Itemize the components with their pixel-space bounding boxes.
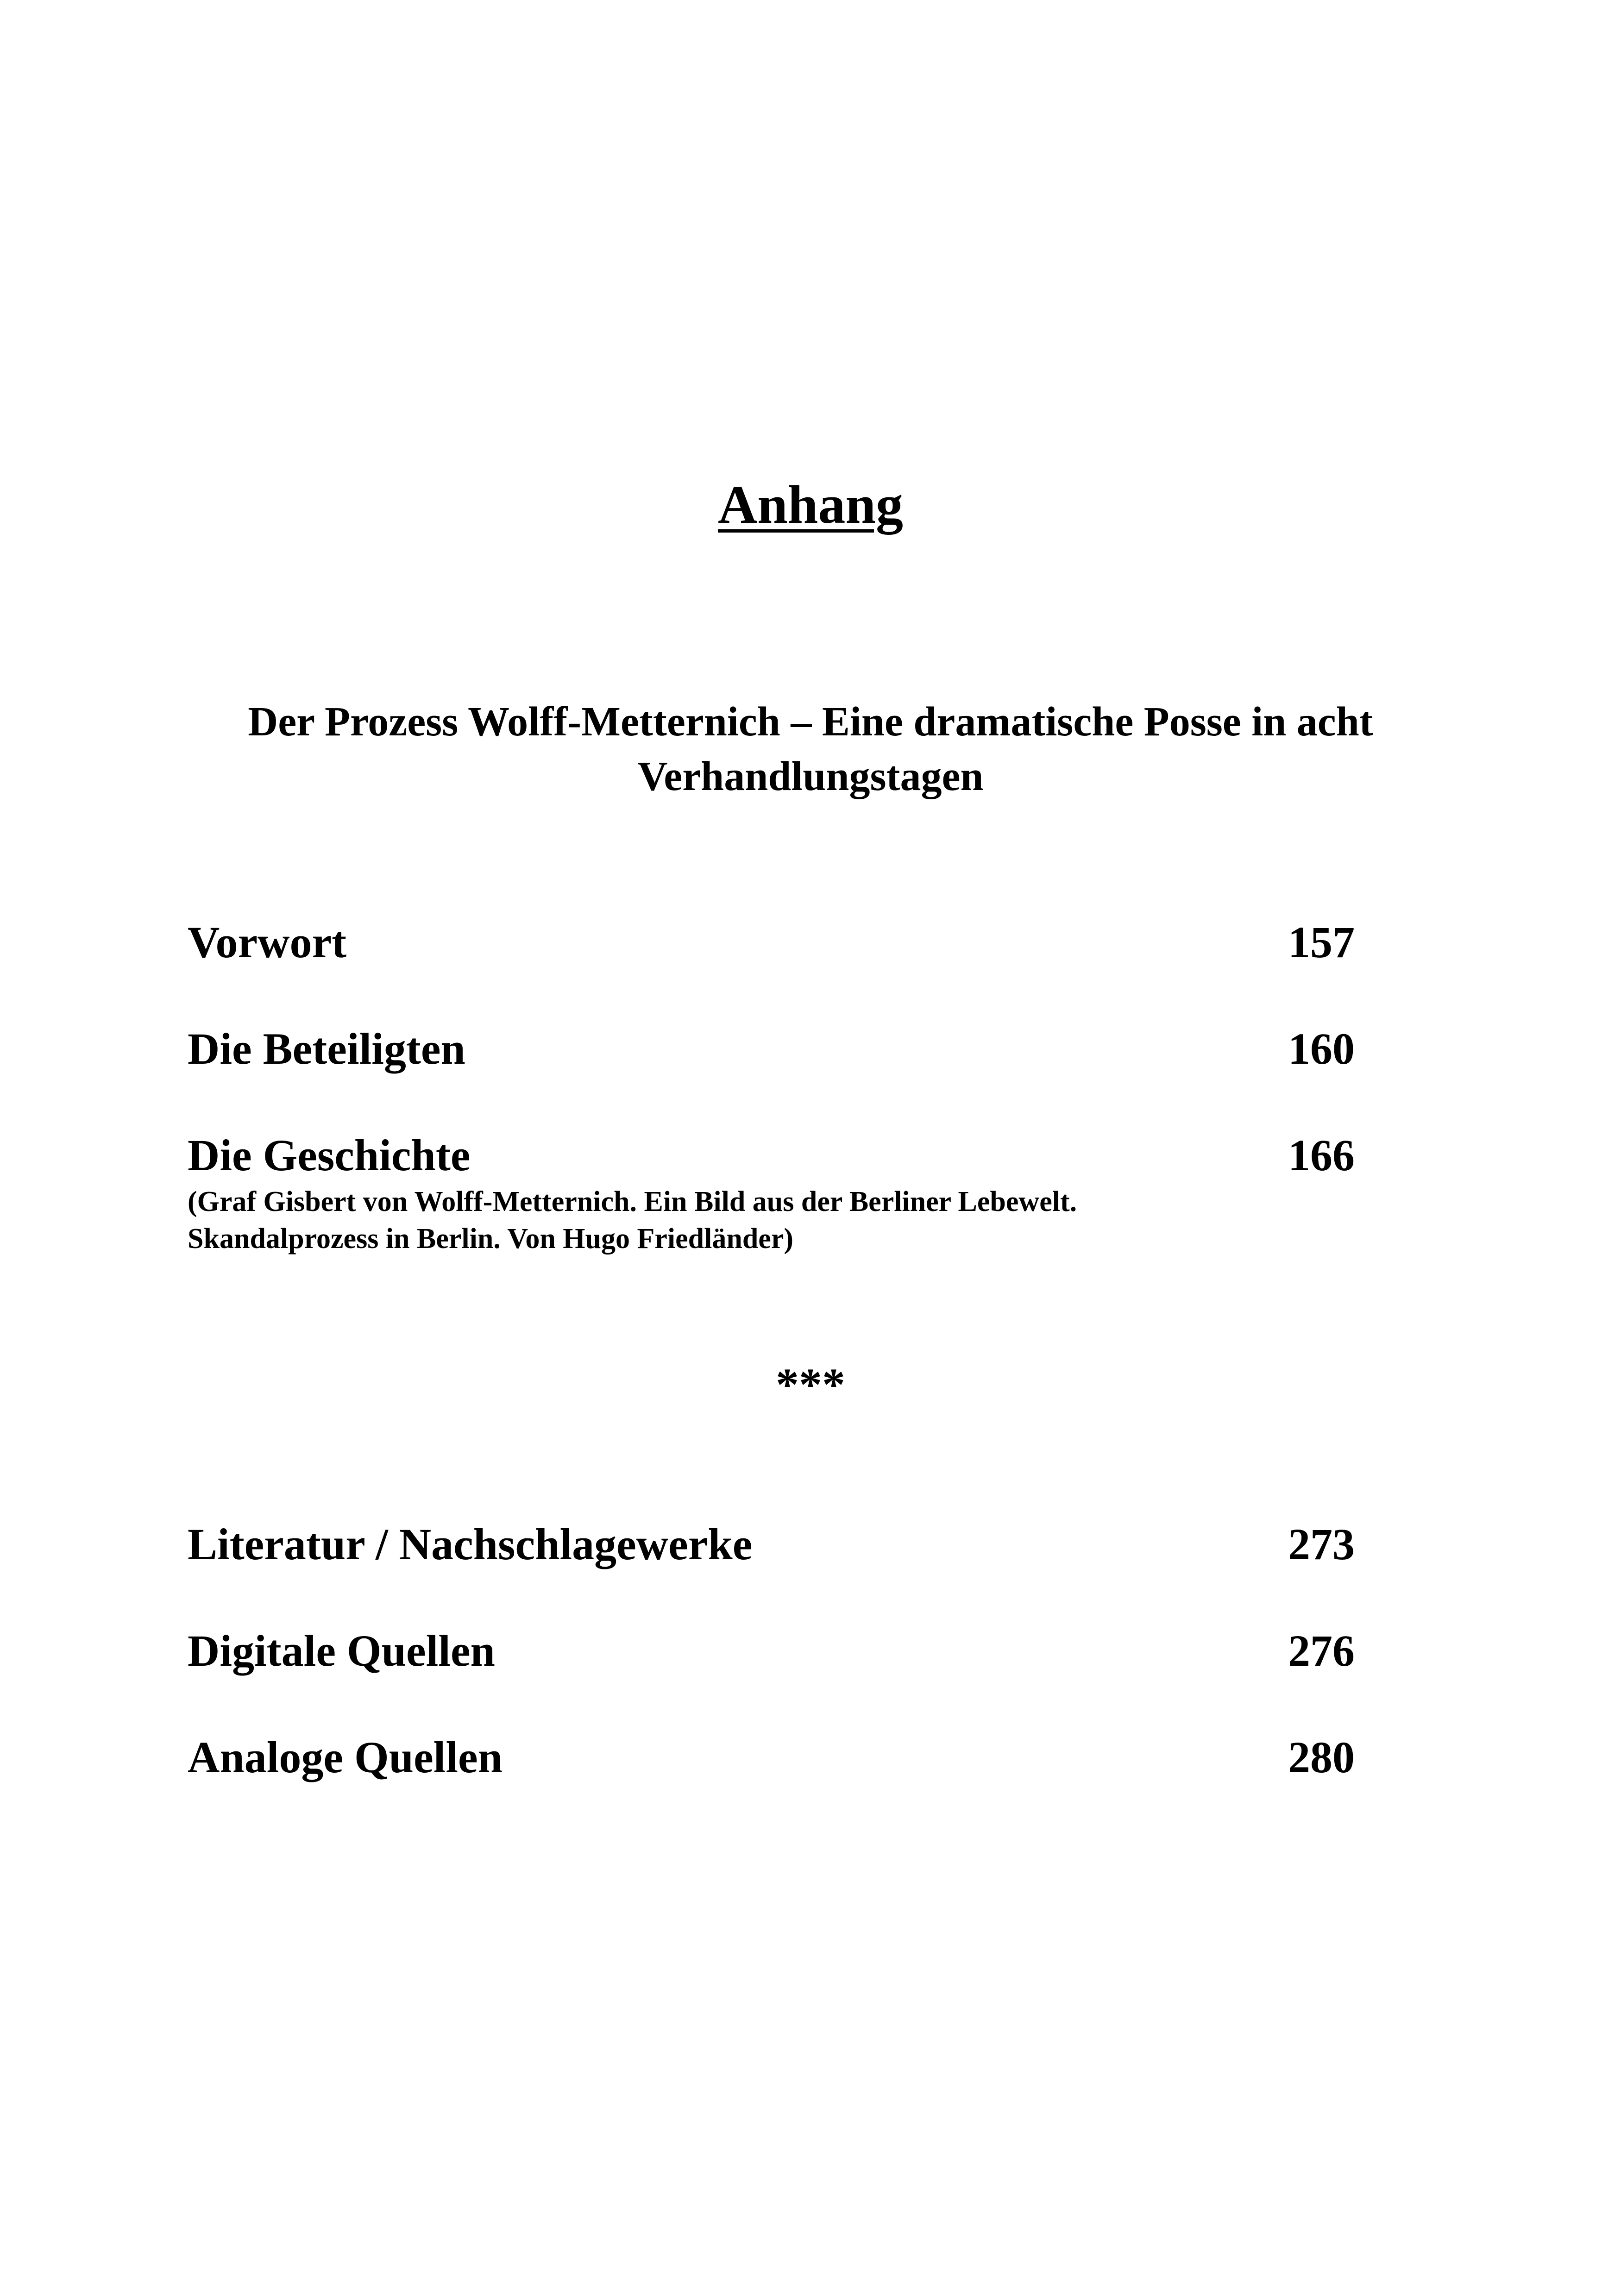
toc-entry-label: Vorwort	[188, 917, 347, 967]
section-separator: ***	[776, 1359, 845, 1410]
toc-entry-page-number: 160	[1288, 1024, 1355, 1073]
section-subtitle	[139, 695, 1482, 804]
toc-entry-label: Die Geschichte	[188, 1130, 471, 1180]
toc-entry-page-number: 280	[1288, 1732, 1355, 1782]
toc-entry-vorwort	[188, 915, 1355, 970]
toc-entry-die-geschichte	[188, 1128, 1355, 1183]
toc-entry-note-line: (Graf Gisbert von Wolff-Metternich. Ein Bild aus der Berliner Lebewelt.	[188, 1186, 1077, 1217]
page-title	[0, 472, 1621, 537]
toc-entry-note	[188, 1183, 1392, 1257]
toc-entry-page-number: 166	[1288, 1130, 1355, 1180]
toc-entry-page-number: 273	[1288, 1519, 1355, 1569]
page-title-text: Anhang	[717, 474, 904, 535]
toc-entry-analoge-quellen	[188, 1730, 1355, 1785]
toc-entry-label: Analoge Quellen	[188, 1732, 503, 1782]
subtitle-line: Der Prozess Wolff-Metternich – Eine dramatische Posse in acht	[248, 699, 1373, 745]
subtitle-line: Verhandlungstagen	[637, 753, 984, 799]
toc-entry-note-line: Skandalprozess in Berlin. Von Hugo Friedländer)	[188, 1223, 793, 1255]
toc-entry-page-number: 157	[1288, 917, 1355, 967]
toc-entry-label: Digitale Quellen	[188, 1626, 495, 1675]
toc-entry-literatur	[188, 1517, 1355, 1572]
toc-entry-die-beteiligten	[188, 1021, 1355, 1077]
toc-entry-label: Literatur / Nachschlagewerke	[188, 1519, 753, 1569]
toc-entry-digitale-quellen	[188, 1623, 1355, 1679]
toc-entry-label: Die Beteiligten	[188, 1024, 465, 1073]
toc-entry-page-number: 276	[1288, 1626, 1355, 1675]
